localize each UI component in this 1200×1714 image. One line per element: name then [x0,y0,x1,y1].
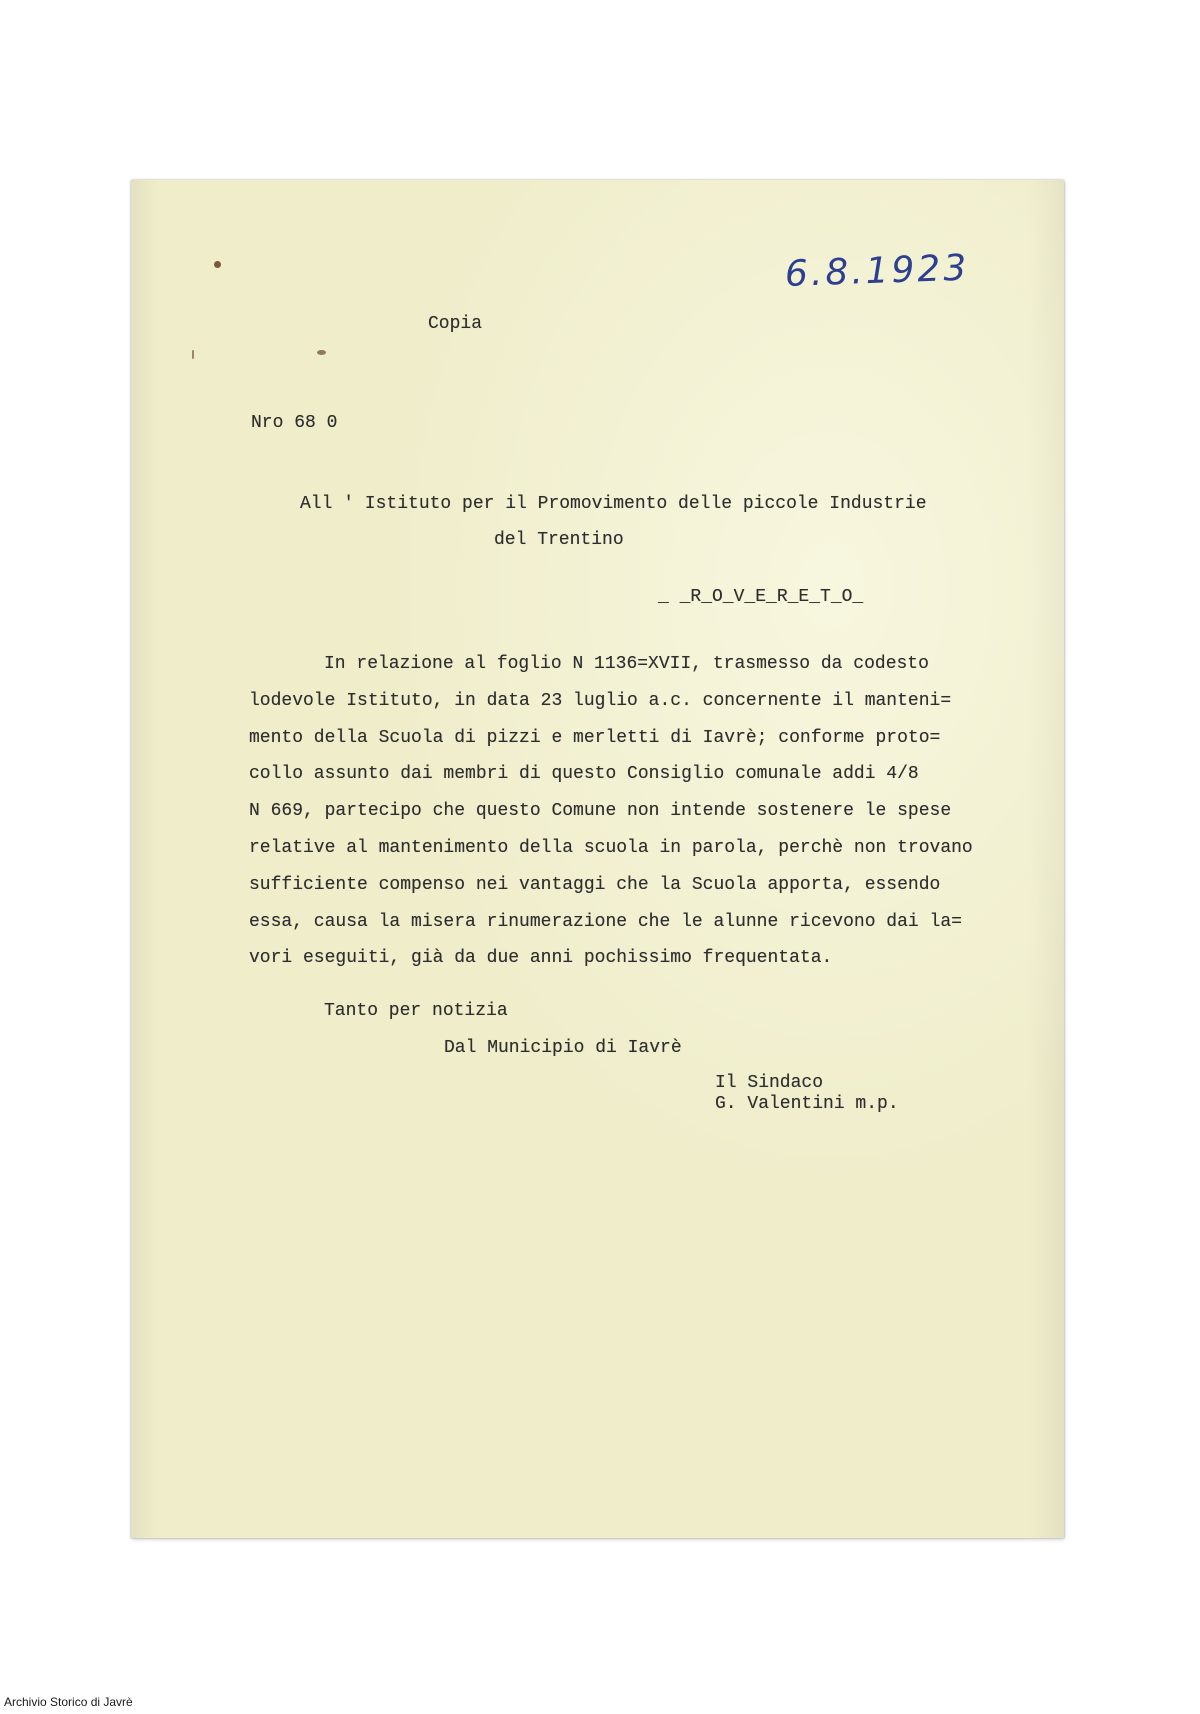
body-line: lodevole Istituto, in data 23 luglio a.c. concernente il manteni= [249,690,952,711]
body-line: vori eseguiti, già da due anni pochissimo frequentata. [249,948,833,969]
recipient-line-2: del Trentino [494,530,624,550]
signature-name: G. Valentini m.p. [715,1094,899,1114]
letter-body [249,646,973,977]
closing-line: Tanto per notizia [324,1001,508,1021]
stain-spot [214,261,221,268]
body-line: collo assunto dai membri di questo Consiglio comunale addi 4/8 [249,764,919,785]
body-line: relative al mantenimento della scuola in parola, perchè non trovano [249,837,973,858]
body-line: N 669, partecipo che questo Comune non intende sostenere le spese [249,801,952,822]
signature-title: Il Sindaco [715,1073,824,1093]
body-line: In relazione al foglio N 1136=XVII, trasmesso da codesto [324,654,929,674]
reference-number: Nro 68 0 [251,413,338,433]
body-line: mento della Scuola di pizzi e merletti di Iavrè; conforme proto= [249,727,941,748]
stain-spot [317,350,326,355]
recipient-line-1: All ' Istituto per il Promovimento delle piccole Industrie [300,494,927,514]
document-sheet [131,180,1064,1538]
copy-label: Copia [428,314,483,334]
recipient-city: _ _R_O_V_E_R_E_T_O_ [658,587,864,607]
body-line: essa, causa la misera rinumerazione che le alunne ricevono dai la= [249,911,962,932]
sender-line: Dal Municipio di Iavrè [444,1038,682,1058]
body-line: sufficiente compenso nei vantaggi che la Scuola apporta, essendo [249,874,941,895]
archive-caption: Archivio Storico di Javrè [4,1695,133,1709]
stain-spot [192,350,194,359]
handwritten-date: 6.8.1923 [784,247,970,295]
